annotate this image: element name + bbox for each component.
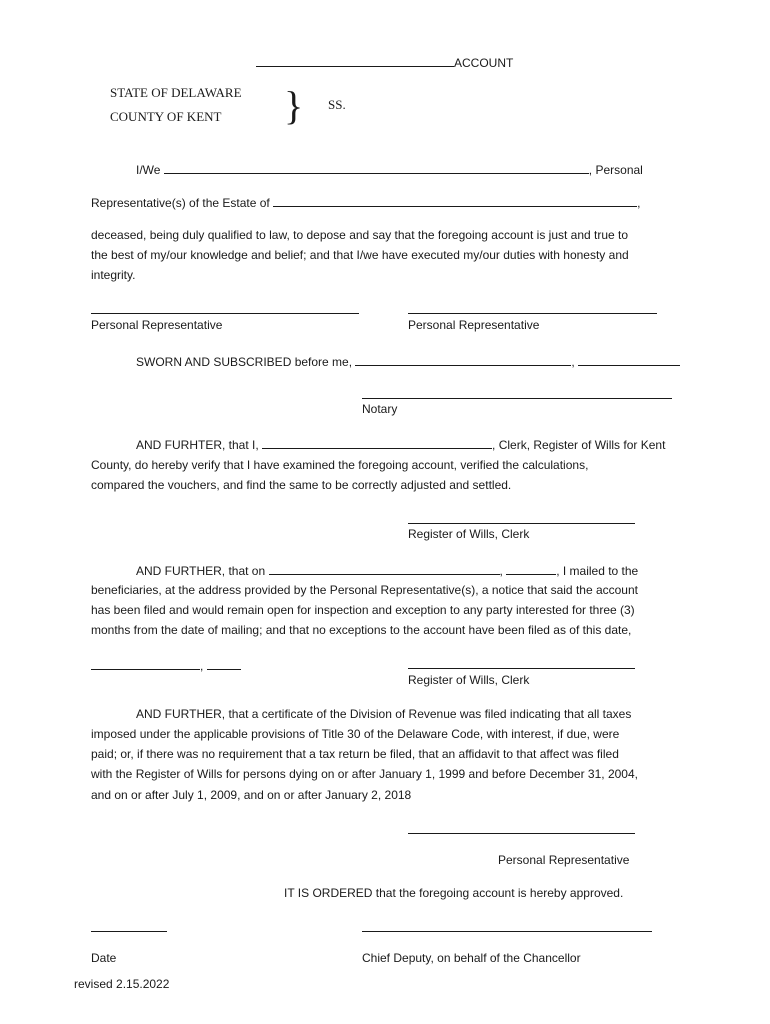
notary-label: Notary [362, 402, 398, 416]
personal-rep-signature-line-left[interactable] [91, 313, 359, 314]
ss-label: SS. [328, 97, 346, 112]
oath-text-line: deceased, being duly qualified to law, to depose and say that the foregoing account is just and true to [91, 228, 629, 242]
account-name-blank[interactable] [256, 55, 454, 67]
register-label-1: Register of Wills, Clerk [408, 527, 530, 541]
revenue-text-line: AND FURTHER, that a certificate of the Division of Revenue was filed indicating that all taxes [136, 707, 632, 721]
revenue-text-line: imposed under the applicable provisions of Title 30 of the Delaware Code, with interest, if due, were [91, 727, 620, 741]
personal-rep-label-3: Personal Representative [498, 853, 630, 867]
date-label: Date [91, 951, 117, 965]
estate-name-blank[interactable] [273, 195, 637, 207]
account-title: ACCOUNT [256, 55, 513, 70]
revenue-text-line: and on or after July 1, 2009, and on or after January 2, 2018 [91, 788, 412, 802]
register-signature-line-2[interactable] [408, 668, 635, 669]
mailing-line: AND FURTHER, that on , , I mailed to the [136, 564, 639, 578]
clerk-name-blank[interactable] [262, 437, 492, 449]
personal-rep-name-blank[interactable] [164, 162, 589, 174]
register-label-2: Register of Wills, Clerk [408, 673, 530, 687]
mailing-signed-year-blank[interactable] [207, 658, 241, 670]
sworn-line: SWORN AND SUBSCRIBED before me, , [136, 354, 680, 369]
personal-rep-label-right: Personal Representative [408, 318, 540, 332]
register-signature-line-1[interactable] [408, 523, 635, 524]
notary-signature-line[interactable] [362, 398, 672, 399]
mailing-date-line: , [91, 658, 241, 673]
mailing-text-line: has been filed and would remain open for inspection and exception to any party interested for three (3) [91, 603, 635, 617]
personal-rep-label-left: Personal Representative [91, 318, 223, 332]
chancellor-signature-line[interactable] [362, 931, 652, 932]
personal-rep-signature-line-right[interactable] [408, 313, 657, 314]
sworn-before-blank[interactable] [355, 354, 571, 366]
estate-line: Representative(s) of the Estate of , [91, 196, 641, 210]
mailing-year-blank[interactable] [506, 563, 556, 575]
mailing-text-line: beneficiaries, at the address provided by the Personal Representative(s), a notice that said the account [91, 583, 638, 597]
chancellor-label: Chief Deputy, on behalf of the Chancellor [362, 951, 581, 965]
oath-text-line: the best of my/our knowledge and belief; and that I/we have executed my/our duties with honesty and [91, 248, 629, 262]
clerk-verify-text-line: County, do hereby verify that I have examined the foregoing account, verified the calculations, [91, 458, 589, 472]
personal-rep-name-line: I/We , Personal [136, 163, 643, 177]
revenue-text-line: paid; or, if there was no requirement that a tax return be filed, that an affidavit to that affect was filed [91, 747, 619, 761]
date-signature-line[interactable] [91, 931, 167, 932]
mailing-text-line: months from the date of mailing; and that no exceptions to the account have been filed as of this date, [91, 623, 632, 637]
state-label: STATE OF DELAWARE [110, 85, 242, 100]
mailing-date-blank[interactable] [269, 563, 500, 575]
sworn-date-blank[interactable] [578, 354, 680, 366]
clerk-verify-text-line: compared the vouchers, and find the same to be correctly adjusted and settled. [91, 478, 512, 492]
order-text: IT IS ORDERED that the foregoing account is hereby approved. [284, 886, 624, 900]
personal-rep-signature-line-3[interactable] [408, 833, 635, 834]
mailing-signed-date-blank[interactable] [91, 658, 200, 670]
oath-text-line: integrity. [91, 268, 136, 282]
county-label: COUNTY OF KENT [110, 109, 222, 124]
revision-note: revised 2.15.2022 [74, 977, 170, 991]
revenue-text-line: with the Register of Wills for persons dying on or after January 1, 1999 and before December 31, 2004, [91, 767, 638, 781]
brace-glyph: } [284, 83, 304, 128]
clerk-verify-line: AND FURHTER, that I, , Clerk, Register of Wills for Kent [136, 438, 666, 452]
